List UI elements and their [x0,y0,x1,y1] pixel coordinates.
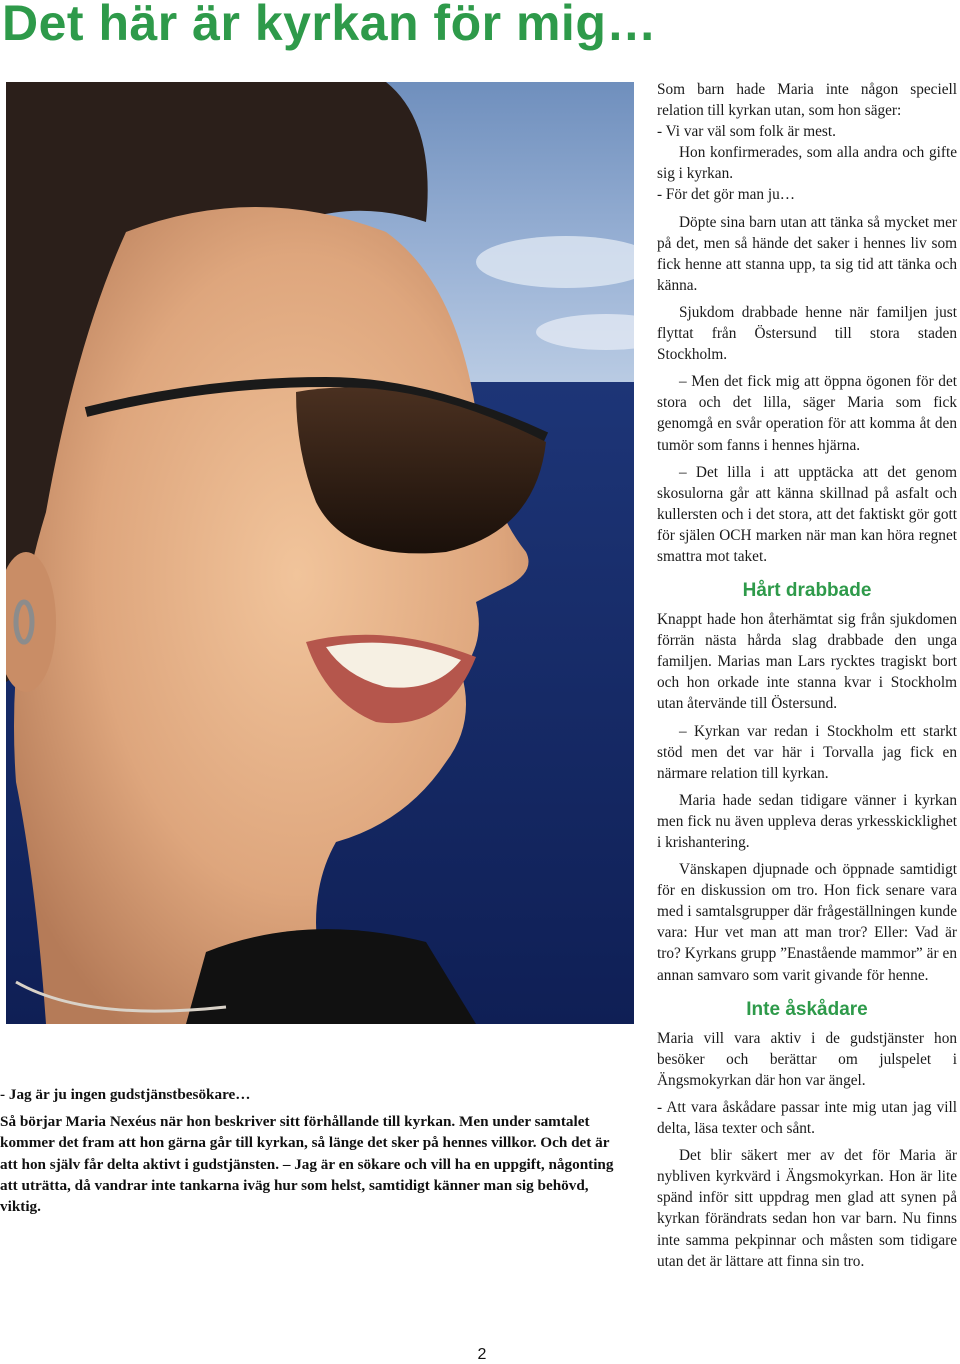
article-paragraph: - Att vara åskådare passar inte mig utan jag vill delta, läsa texter och sånt. [657,1098,957,1138]
section-heading: Hårt drabbade [742,580,872,602]
article-paragraph: – Kyrkan var redan i Stockholm ett starkt stöd men det var här i Torvalla jag fick en närmare relation till kyrkan. [657,722,957,782]
article-paragraph: Knappt hade hon återhämtat sig från sjukdomen förrän nästa hårda slag drabbade den unga familjen. Marias man Lars rycktes tragiskt bort och hon orkade inte stanna kvar i Stockholm utan återvände till Östersund. [657,611,957,713]
intro-body: Så börjar Maria Nexéus när hon beskriver sitt förhållande till kyrkan. Men under samtalet kommer det fram att hon gärna går till kyrkan, så länge det sker på hennes villkor. Och det är att hon själv får delta aktivt i gudstjänsten. – Jag är en sökare och vill ha en uppgift, någonting att uträtta, då vandrar inte tankarna iväg hur som helst, samtidigt känner man sig behövd, viktig. [0,1113,614,1216]
page-title: Det här är kyrkan för mig… [2,0,657,51]
intro-lead: - Jag är ju ingen gudstjänstbesökare… [0,1086,251,1103]
portrait-photo-icon [6,82,634,1024]
portrait-photo [6,82,634,1024]
page-number: 2 [477,1346,487,1363]
article-column [657,79,957,1278]
article-paragraph: Som barn hade Maria inte någon speciell relation till kyrkan utan, som hon säger: [657,81,957,120]
article-paragraph: Döpte sina barn utan att tänka så mycket mer på det, men så hände det saker i hennes liv som fick henne att stanna upp, ta sig tid att tänka och känna. [657,213,957,294]
article-paragraph: Maria vill vara aktiv i de gudstjänster hon besöker och berättar om julspelet i Ängsmokyrkan där hon var ängel. [657,1029,957,1089]
article-paragraph: – Men det fick mig att öppna ögonen för det stora och det lilla, säger Maria som fick genomgå en svår operation för att komma åt den tumör som fanns i hennes hjärna. [657,373,957,454]
article-paragraph: Vänskapen djupnade och öppnade samtidigt för en diskussion om tro. Hon fick senare vara med i samtalsgrupper där frågeställningen kunde vara: Hur vet man att man tror? Eller: Vad är tro? Kyrkans grupp ”Enastående mammor” är en annan samvaro som varit givande för henne. [657,861,957,984]
article-paragraph: – Det lilla i att upptäcka att det genom skosulorna går att känna skillnad på asfalt och kullersten och i det stora, att det faktiskt gör gott för själen OCH marken när man kan höra regnet smattra mot taket. [657,463,957,565]
article-paragraph: Det blir säkert mer av det för Maria är nybliven kyrkvärd i Ängsmokyrkan. Hon är lite spänd inför sitt uppdrag men glad att synen på kyrkan förändrats sedan hon var barn. Nu finns inte samma pekpinnar och måsten som tidigare utan det är lättare att finna sin tro. [657,1147,957,1270]
article-paragraph: Sjukdom drabbade henne när familjen just flyttat från Östersund till stora staden Stockholm. [657,303,957,364]
intro-text [0,1084,630,1217]
article-paragraph: Hon konfirmerades, som alla andra och gifte sig i kyrkan. [657,144,957,183]
article-paragraph: - Vi var väl som folk är mest. [657,123,836,141]
section-heading: Inte åskådare [746,998,868,1020]
article-paragraph: - För det gör man ju… [657,186,796,204]
article-paragraph: Maria hade sedan tidigare vänner i kyrkan men fick nu även uppleva deras yrkesskicklighet i krishantering. [657,791,957,851]
